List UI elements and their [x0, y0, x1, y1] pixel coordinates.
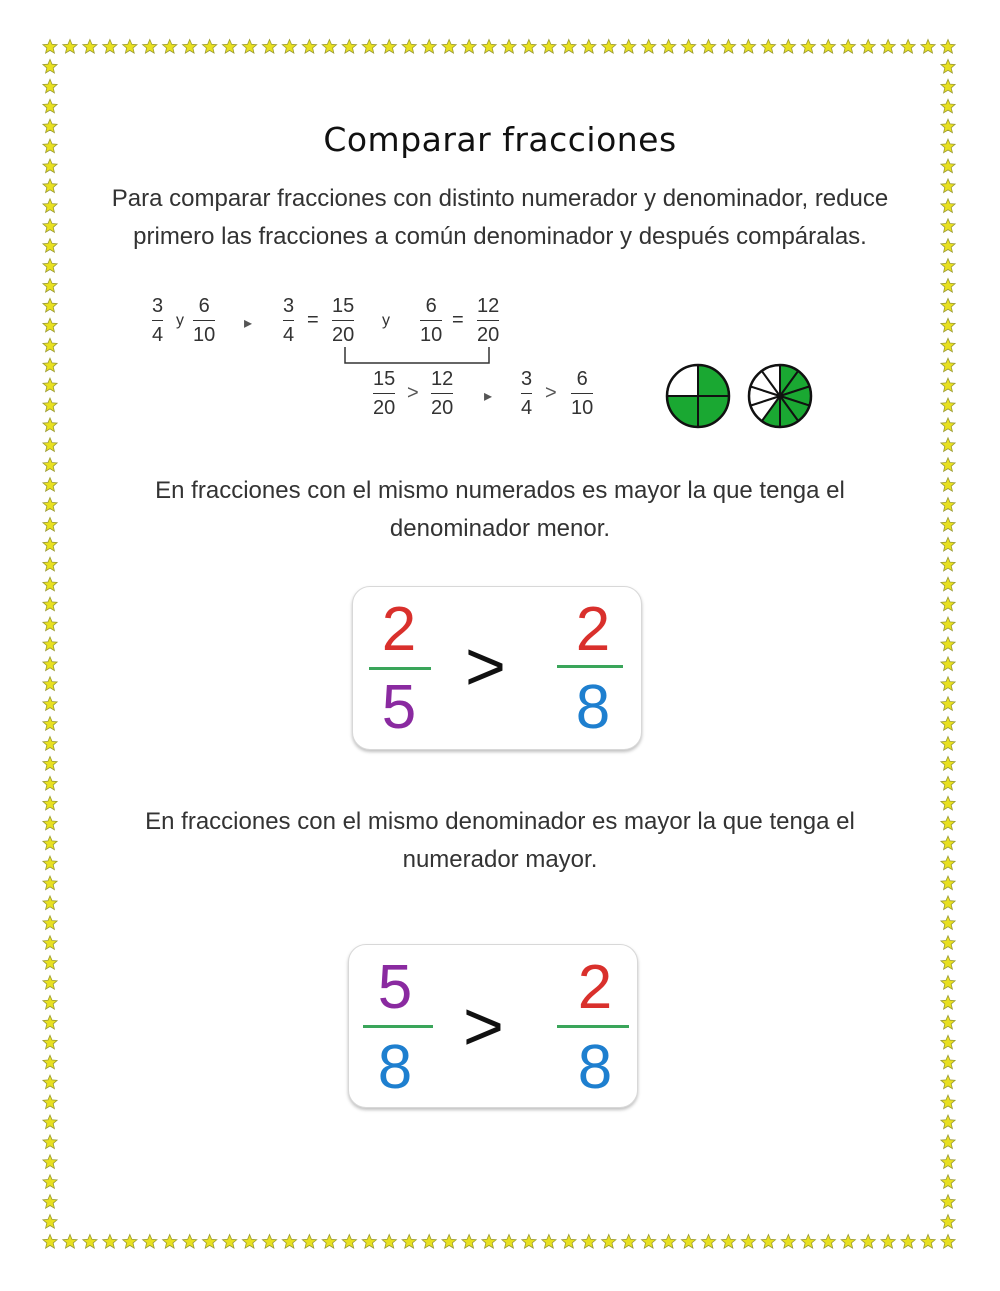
border-star-icon	[163, 40, 177, 54]
border-star-icon	[43, 637, 57, 651]
intro-line-1: Para comparar fracciones con distinto numerador y denominador, reduce	[111, 185, 889, 212]
rule-same-numerator	[60, 472, 940, 548]
border-star-icon	[941, 597, 955, 611]
border-star-icon	[43, 1135, 57, 1149]
border-star-icon	[43, 1195, 57, 1209]
border-star-icon	[941, 697, 955, 711]
fraction-bar	[152, 320, 163, 321]
border-star-icon	[941, 1195, 955, 1209]
border-star-icon	[422, 1235, 436, 1249]
border-star-icon	[941, 996, 955, 1010]
border-star-icon	[741, 40, 755, 54]
border-star-icon	[941, 876, 955, 890]
arrow-icon: ▸	[484, 388, 493, 405]
fraction-6-10-c	[571, 368, 593, 419]
card1-right-numerator: 2	[575, 595, 611, 664]
border-star-icon	[821, 1235, 835, 1249]
border-star-icon	[83, 40, 97, 54]
border-star-icon	[941, 478, 955, 492]
border-star-icon	[43, 259, 57, 273]
border-star-icon	[242, 1235, 256, 1249]
border-star-icon	[622, 1235, 636, 1249]
border-star-icon	[602, 1235, 616, 1249]
border-star-icon	[941, 458, 955, 472]
border-star-icon	[43, 179, 57, 193]
fraction-bar	[332, 320, 354, 321]
border-star-icon	[941, 79, 955, 93]
border-star-icon	[941, 916, 955, 930]
border-star-icon	[741, 1235, 755, 1249]
border-star-icon	[43, 996, 57, 1010]
border-star-icon	[362, 1235, 376, 1249]
numerator: 3	[283, 295, 295, 317]
card2-left-denominator: 8	[377, 1033, 413, 1102]
border-star-icon	[941, 398, 955, 412]
border-star-icon	[43, 298, 57, 312]
border-star-icon	[43, 239, 57, 253]
border-star-icon	[203, 1235, 217, 1249]
rule2-line-1: En fracciones con el mismo denominador es mayor la que tenga el	[145, 808, 855, 835]
border-star-icon	[522, 40, 536, 54]
border-star-icon	[43, 159, 57, 173]
border-star-icon	[143, 40, 157, 54]
fraction-12-20-b	[431, 368, 453, 419]
card2-right-numerator: 2	[577, 953, 613, 1022]
border-star-icon	[43, 199, 57, 213]
greater-than-sign: >	[407, 382, 419, 404]
border-star-icon	[43, 577, 57, 591]
border-star-icon	[941, 179, 955, 193]
denominator: 10	[193, 324, 216, 346]
border-star-icon	[941, 796, 955, 810]
border-star-icon	[941, 537, 955, 551]
border-star-icon	[342, 40, 356, 54]
border-star-icon	[242, 40, 256, 54]
border-star-icon	[123, 1235, 137, 1249]
border-star-icon	[43, 657, 57, 671]
border-star-icon	[262, 1235, 276, 1249]
border-star-icon	[941, 159, 955, 173]
border-star-icon	[941, 1035, 955, 1049]
fraction-bar	[571, 393, 593, 394]
border-star-icon	[941, 378, 955, 392]
border-star-icon	[43, 1115, 57, 1129]
border-star-icon	[781, 1235, 795, 1249]
equals-sign: =	[452, 309, 464, 331]
numerator: 3	[152, 295, 164, 317]
border-star-icon	[941, 956, 955, 970]
numerator: 12	[431, 368, 454, 390]
border-star-icon	[342, 1235, 356, 1249]
border-star-icon	[203, 40, 217, 54]
border-star-icon	[941, 259, 955, 273]
border-star-icon	[721, 40, 735, 54]
border-star-icon	[43, 697, 57, 711]
border-star-icon	[43, 816, 57, 830]
border-star-icon	[183, 40, 197, 54]
border-star-icon	[542, 40, 556, 54]
border-star-icon	[941, 677, 955, 691]
border-star-icon	[861, 40, 875, 54]
border-star-icon	[901, 40, 915, 54]
border-star-icon	[103, 1235, 117, 1249]
bracket-connector	[335, 345, 495, 367]
and-word: y	[382, 312, 390, 329]
border-star-icon	[941, 1155, 955, 1169]
border-star-icon	[143, 1235, 157, 1249]
numerator: 15	[332, 295, 355, 317]
border-star-icon	[582, 1235, 596, 1249]
border-star-icon	[43, 776, 57, 790]
border-star-icon	[43, 458, 57, 472]
border-star-icon	[43, 59, 57, 73]
border-star-icon	[43, 498, 57, 512]
border-star-icon	[662, 40, 676, 54]
border-star-icon	[43, 1175, 57, 1189]
border-star-icon	[941, 318, 955, 332]
border-star-icon	[43, 378, 57, 392]
border-star-icon	[941, 577, 955, 591]
circle-tenths-icon	[746, 362, 814, 430]
border-star-icon	[43, 916, 57, 930]
border-star-icon	[43, 737, 57, 751]
fraction-bar	[420, 320, 442, 321]
border-star-icon	[841, 40, 855, 54]
card1-right-denominator: 8	[575, 673, 611, 742]
border-star-icon	[382, 1235, 396, 1249]
border-star-icon	[43, 956, 57, 970]
border-star-icon	[442, 40, 456, 54]
border-star-icon	[562, 1235, 576, 1249]
border-star-icon	[43, 557, 57, 571]
numerator: 3	[521, 368, 533, 390]
border-star-icon	[43, 976, 57, 990]
border-star-icon	[941, 657, 955, 671]
border-star-icon	[63, 1235, 77, 1249]
equals-sign: =	[307, 309, 319, 331]
border-star-icon	[43, 99, 57, 113]
border-star-icon	[43, 418, 57, 432]
card1-greater-than: >	[465, 627, 506, 705]
border-star-icon	[43, 358, 57, 372]
border-star-icon	[43, 398, 57, 412]
border-star-icon	[941, 298, 955, 312]
border-star-icon	[402, 40, 416, 54]
border-star-icon	[462, 1235, 476, 1249]
border-star-icon	[941, 1015, 955, 1029]
fraction-12-20	[477, 295, 499, 346]
border-star-icon	[602, 40, 616, 54]
border-star-icon	[562, 40, 576, 54]
border-star-icon	[941, 757, 955, 771]
border-star-icon	[941, 717, 955, 731]
border-star-icon	[43, 1055, 57, 1069]
border-star-icon	[921, 40, 935, 54]
card2-left-numerator: 5	[377, 953, 413, 1022]
numerator: 6	[425, 295, 437, 317]
border-star-icon	[681, 1235, 695, 1249]
fraction-3-4-c	[521, 368, 532, 419]
denominator: 4	[283, 324, 295, 346]
border-star-icon	[482, 1235, 496, 1249]
border-star-icon	[841, 1235, 855, 1249]
border-star-icon	[462, 40, 476, 54]
border-star-icon	[801, 40, 815, 54]
border-star-icon	[941, 239, 955, 253]
border-star-icon	[402, 1235, 416, 1249]
border-star-icon	[861, 1235, 875, 1249]
border-star-icon	[43, 338, 57, 352]
fraction-15-20	[332, 295, 354, 346]
border-star-icon	[43, 757, 57, 771]
fraction-bar	[283, 320, 294, 321]
card1-left-denominator: 5	[381, 673, 417, 742]
example-card-same-denominator	[348, 944, 638, 1108]
fraction-6-10	[193, 295, 215, 346]
border-star-icon	[282, 1235, 296, 1249]
rule1-line-1: En fracciones con el mismo numerados es mayor la que tenga el	[155, 477, 845, 504]
border-star-icon	[43, 876, 57, 890]
border-star-icon	[642, 40, 656, 54]
border-star-icon	[941, 418, 955, 432]
border-star-icon	[43, 79, 57, 93]
border-star-icon	[43, 1155, 57, 1169]
border-star-icon	[43, 279, 57, 293]
border-star-icon	[642, 1235, 656, 1249]
denominator: 20	[373, 397, 396, 419]
border-star-icon	[482, 40, 496, 54]
border-star-icon	[941, 617, 955, 631]
fraction-3-4	[152, 295, 163, 346]
border-star-icon	[542, 1235, 556, 1249]
denominator: 20	[332, 324, 355, 346]
border-star-icon	[941, 1175, 955, 1189]
border-star-icon	[43, 1075, 57, 1089]
border-star-icon	[43, 856, 57, 870]
border-star-icon	[322, 1235, 336, 1249]
border-star-icon	[681, 40, 695, 54]
border-star-icon	[941, 338, 955, 352]
denominator: 10	[571, 397, 594, 419]
border-star-icon	[43, 318, 57, 332]
border-star-icon	[43, 438, 57, 452]
border-star-icon	[662, 1235, 676, 1249]
border-star-icon	[721, 1235, 735, 1249]
card1-left-fraction-bar	[369, 667, 431, 670]
border-star-icon	[302, 1235, 316, 1249]
rule1-line-2: denominador menor.	[389, 515, 611, 542]
example-card-same-numerator	[352, 586, 642, 750]
border-star-icon	[123, 40, 137, 54]
border-star-icon	[761, 1235, 775, 1249]
border-star-icon	[941, 1075, 955, 1089]
border-star-icon	[262, 40, 276, 54]
border-star-icon	[43, 836, 57, 850]
border-star-icon	[701, 1235, 715, 1249]
border-star-icon	[821, 40, 835, 54]
intro-paragraph	[60, 180, 940, 256]
denominator: 4	[152, 324, 164, 346]
border-star-icon	[103, 40, 117, 54]
border-star-icon	[362, 40, 376, 54]
denominator: 10	[420, 324, 443, 346]
border-star-icon	[322, 40, 336, 54]
fraction-bar	[431, 393, 453, 394]
border-star-icon	[382, 40, 396, 54]
border-star-icon	[502, 1235, 516, 1249]
border-star-icon	[43, 537, 57, 551]
border-star-icon	[43, 1235, 57, 1249]
denominator: 20	[431, 397, 454, 419]
border-star-icon	[881, 1235, 895, 1249]
border-star-icon	[582, 40, 596, 54]
border-star-icon	[522, 1235, 536, 1249]
border-star-icon	[941, 836, 955, 850]
numerator: 6	[198, 295, 210, 317]
border-star-icon	[941, 438, 955, 452]
border-star-icon	[941, 1115, 955, 1129]
border-star-icon	[921, 1235, 935, 1249]
border-star-icon	[502, 40, 516, 54]
border-star-icon	[801, 1235, 815, 1249]
border-star-icon	[781, 40, 795, 54]
border-star-icon	[43, 1215, 57, 1229]
border-star-icon	[941, 279, 955, 293]
border-star-icon	[941, 737, 955, 751]
border-star-icon	[941, 856, 955, 870]
border-star-icon	[941, 358, 955, 372]
card2-right-fraction-bar	[557, 1025, 629, 1028]
numerator: 6	[576, 368, 588, 390]
fraction-6-10-b	[420, 295, 442, 346]
border-star-icon	[941, 896, 955, 910]
border-star-icon	[901, 1235, 915, 1249]
rule-same-denominator	[60, 803, 940, 879]
border-star-icon	[941, 776, 955, 790]
greater-than-sign: >	[545, 382, 557, 404]
border-star-icon	[422, 40, 436, 54]
denominator: 4	[521, 397, 533, 419]
border-star-icon	[43, 617, 57, 631]
border-star-icon	[941, 1095, 955, 1109]
border-star-icon	[941, 557, 955, 571]
fraction-15-20-b	[373, 368, 395, 419]
border-star-icon	[223, 1235, 237, 1249]
border-star-icon	[223, 40, 237, 54]
border-star-icon	[43, 717, 57, 731]
border-star-icon	[941, 1215, 955, 1229]
border-star-icon	[881, 40, 895, 54]
border-star-icon	[163, 1235, 177, 1249]
border-star-icon	[43, 796, 57, 810]
border-star-icon	[43, 1015, 57, 1029]
card2-right-denominator: 8	[577, 1033, 613, 1102]
border-star-icon	[941, 518, 955, 532]
border-star-icon	[941, 199, 955, 213]
denominator: 20	[477, 324, 500, 346]
fraction-bar	[373, 393, 395, 394]
fraction-bar	[521, 393, 532, 394]
card2-left-fraction-bar	[363, 1025, 433, 1028]
border-star-icon	[941, 59, 955, 73]
intro-line-2: primero las fracciones a común denominador y después compáralas.	[133, 223, 867, 250]
fraction-bar	[193, 320, 215, 321]
border-star-icon	[43, 936, 57, 950]
and-word: y	[176, 312, 184, 329]
border-star-icon	[442, 1235, 456, 1249]
card1-left-numerator: 2	[381, 595, 417, 664]
fraction-3-4-b	[283, 295, 294, 346]
border-star-icon	[43, 677, 57, 691]
border-star-icon	[941, 40, 955, 54]
border-star-icon	[43, 1035, 57, 1049]
border-star-icon	[43, 597, 57, 611]
numerator: 15	[373, 368, 396, 390]
border-star-icon	[282, 40, 296, 54]
card2-greater-than: >	[463, 987, 504, 1065]
border-star-icon	[941, 637, 955, 651]
border-star-icon	[43, 219, 57, 233]
card1-right-fraction-bar	[557, 665, 623, 668]
border-star-icon	[941, 99, 955, 113]
fraction-bar	[477, 320, 499, 321]
border-star-icon	[63, 40, 77, 54]
border-star-icon	[941, 816, 955, 830]
border-star-icon	[941, 219, 955, 233]
border-star-icon	[941, 498, 955, 512]
border-star-icon	[941, 1135, 955, 1149]
border-star-icon	[941, 976, 955, 990]
border-star-icon	[183, 1235, 197, 1249]
border-star-icon	[941, 1055, 955, 1069]
circle-quarters-icon	[664, 362, 732, 430]
border-star-icon	[43, 478, 57, 492]
border-star-icon	[941, 1235, 955, 1249]
arrow-icon: ▸	[244, 315, 253, 332]
numerator: 12	[477, 295, 500, 317]
page-title: Comparar fracciones	[323, 120, 677, 159]
border-star-icon	[302, 40, 316, 54]
rule2-line-2: numerador mayor.	[402, 846, 598, 873]
border-star-icon	[43, 896, 57, 910]
border-star-icon	[622, 40, 636, 54]
border-star-icon	[43, 40, 57, 54]
border-star-icon	[701, 40, 715, 54]
border-star-icon	[761, 40, 775, 54]
border-star-icon	[43, 518, 57, 532]
border-star-icon	[83, 1235, 97, 1249]
border-star-icon	[941, 936, 955, 950]
border-star-icon	[43, 1095, 57, 1109]
